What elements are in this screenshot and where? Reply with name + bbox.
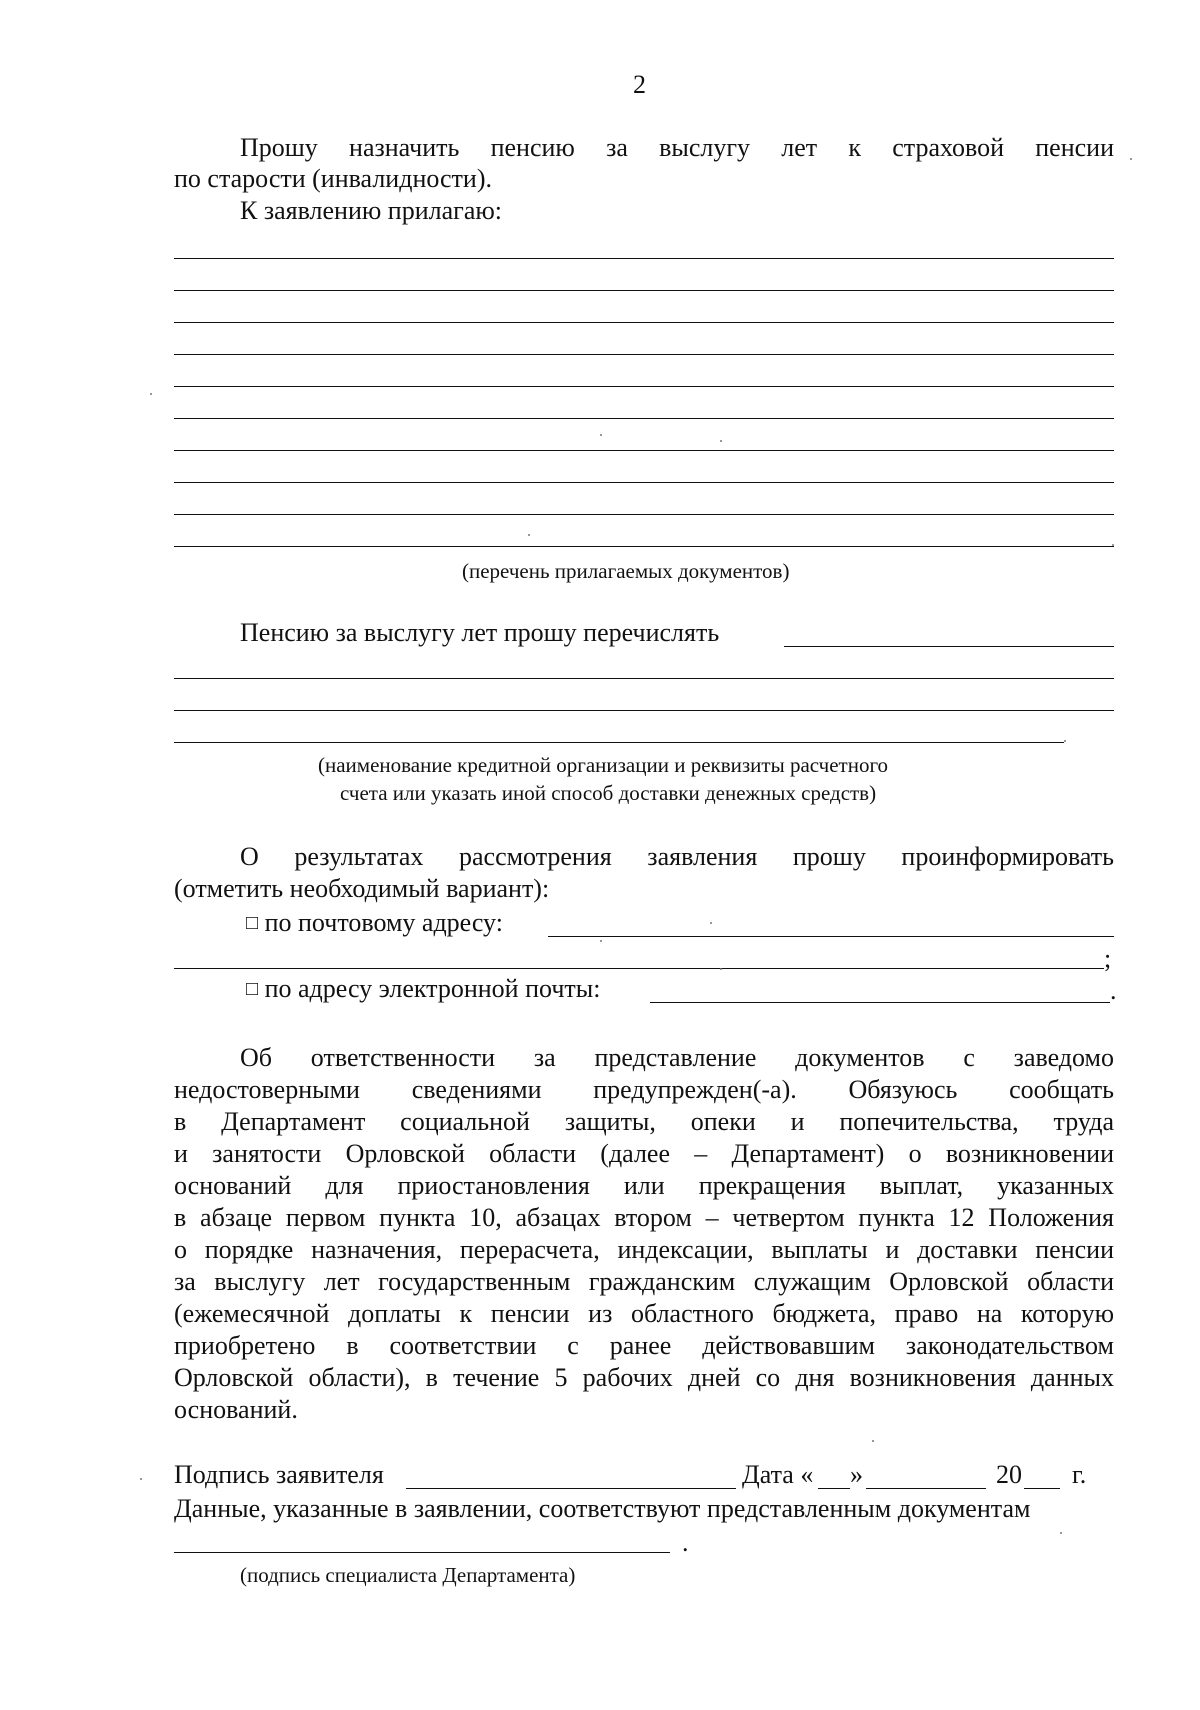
page-number: 2	[633, 70, 646, 99]
scan-speck	[600, 434, 602, 436]
responsibility-line: приобретено в соответствии с ранее действовавшим законодательством	[174, 1331, 1114, 1360]
attachment-line[interactable]	[174, 546, 1114, 547]
email-option[interactable]	[246, 974, 600, 1006]
transfer-label: Пенсию за выслугу лет прошу перечислять	[240, 618, 720, 647]
transfer-line[interactable]	[174, 678, 1114, 679]
specialist-caption: (подпись специалиста Департамента)	[240, 1563, 576, 1587]
responsibility-line: за выслугу лет государственным гражданским служащим Орловской области	[174, 1267, 1114, 1296]
scan-speck	[600, 940, 602, 942]
specialist-signature-line[interactable]	[174, 1552, 670, 1553]
scan-speck	[528, 534, 530, 536]
postal-checkbox[interactable]: □	[246, 912, 259, 934]
attachment-line[interactable]	[174, 450, 1114, 451]
scan-speck	[150, 393, 152, 395]
postal-address-line[interactable]	[548, 936, 1114, 937]
attachment-line[interactable]	[174, 354, 1114, 355]
attachment-line[interactable]	[174, 290, 1114, 291]
postal-address-line-2[interactable]	[174, 968, 1104, 969]
scan-speck	[1060, 1532, 1062, 1534]
attachment-line[interactable]	[174, 482, 1114, 483]
attachment-line[interactable]	[174, 418, 1114, 419]
pension-request-line1: Прошу назначить пенсию за выслугу лет к страховой пенсии	[240, 133, 1114, 162]
responsibility-line: Об ответственности за представление документов с заведомо	[240, 1043, 1114, 1072]
responsibility-line: в абзаце первом пункта 10, абзацах втором – четвертом пункта 12 Положения	[174, 1203, 1114, 1232]
responsibility-line: в Департамент социальной защиты, опеки и попечительства, труда	[174, 1107, 1114, 1136]
scan-speck	[872, 1440, 874, 1442]
signature-label: Подпись заявителя	[174, 1460, 384, 1489]
date-label: Дата «	[742, 1460, 814, 1489]
postal-option[interactable]	[246, 908, 503, 940]
responsibility-line: оснований для приостановления или прекращения выплат, указанных	[174, 1171, 1114, 1200]
attachment-line[interactable]	[174, 322, 1114, 323]
date-day-line[interactable]	[818, 1488, 850, 1489]
attachment-line[interactable]	[174, 514, 1114, 515]
attachments-caption: (перечень прилагаемых документов)	[462, 559, 790, 583]
scan-speck	[720, 440, 722, 442]
year-suffix: г.	[1072, 1460, 1087, 1489]
responsibility-line: оснований.	[174, 1395, 298, 1424]
postal-option-label: по почтовому адресу:	[264, 908, 503, 937]
transfer-line[interactable]	[174, 710, 1114, 711]
transfer-caption-line2: счета или указать иной способ доставки денежных средств)	[340, 781, 877, 805]
attachment-line[interactable]	[174, 258, 1114, 259]
attachment-line[interactable]	[174, 386, 1114, 387]
transfer-line[interactable]	[174, 742, 1064, 743]
verification-text: Данные, указанные в заявлении, соответствуют представленным документам	[174, 1494, 1031, 1523]
specialist-period: .	[682, 1528, 689, 1557]
scan-speck	[1064, 740, 1066, 742]
date-month-line[interactable]	[866, 1488, 986, 1489]
responsibility-line: Орловской области), в течение 5 рабочих дней со дня возникновения данных	[174, 1363, 1114, 1392]
postal-semicolon: ;	[1104, 944, 1112, 973]
notification-line1: О результатах рассмотрения заявления прошу проинформировать	[240, 842, 1114, 871]
attachments-heading: К заявлению прилагаю:	[240, 196, 503, 225]
responsibility-line: недостоверными сведениями предупрежден(-а). Обязуюсь сообщать	[174, 1075, 1114, 1104]
scan-speck	[140, 1478, 142, 1480]
email-option-label: по адресу электронной почты:	[264, 974, 601, 1003]
scan-speck	[1112, 544, 1114, 546]
responsibility-line: о порядке назначения, перерасчета, индексации, выплаты и доставки пенсии	[174, 1235, 1114, 1264]
email-address-line[interactable]	[650, 1002, 1110, 1003]
responsibility-line: и занятости Орловской области (далее – Департамент) о возникновении	[174, 1139, 1114, 1168]
scan-speck	[1130, 158, 1132, 160]
date-close: »	[850, 1460, 863, 1489]
scan-speck	[720, 968, 722, 970]
notification-line2: (отметить необходимый вариант):	[174, 874, 550, 903]
scan-speck	[710, 922, 712, 924]
date-year-line[interactable]	[1024, 1488, 1060, 1489]
email-period: .	[1110, 976, 1117, 1005]
responsibility-line: (ежемесячной доплаты к пенсии из областного бюджета, право на которую	[174, 1299, 1114, 1328]
email-checkbox[interactable]: □	[246, 978, 259, 1000]
pension-request-line2: по старости (инвалидности).	[174, 164, 492, 193]
signature-line[interactable]	[406, 1488, 736, 1489]
transfer-inline-line[interactable]	[784, 646, 1114, 647]
responsibility-paragraph	[174, 1042, 1114, 1426]
transfer-caption-line1: (наименование кредитной организации и реквизиты расчетного	[318, 753, 889, 777]
year-prefix: 20	[996, 1460, 1022, 1489]
